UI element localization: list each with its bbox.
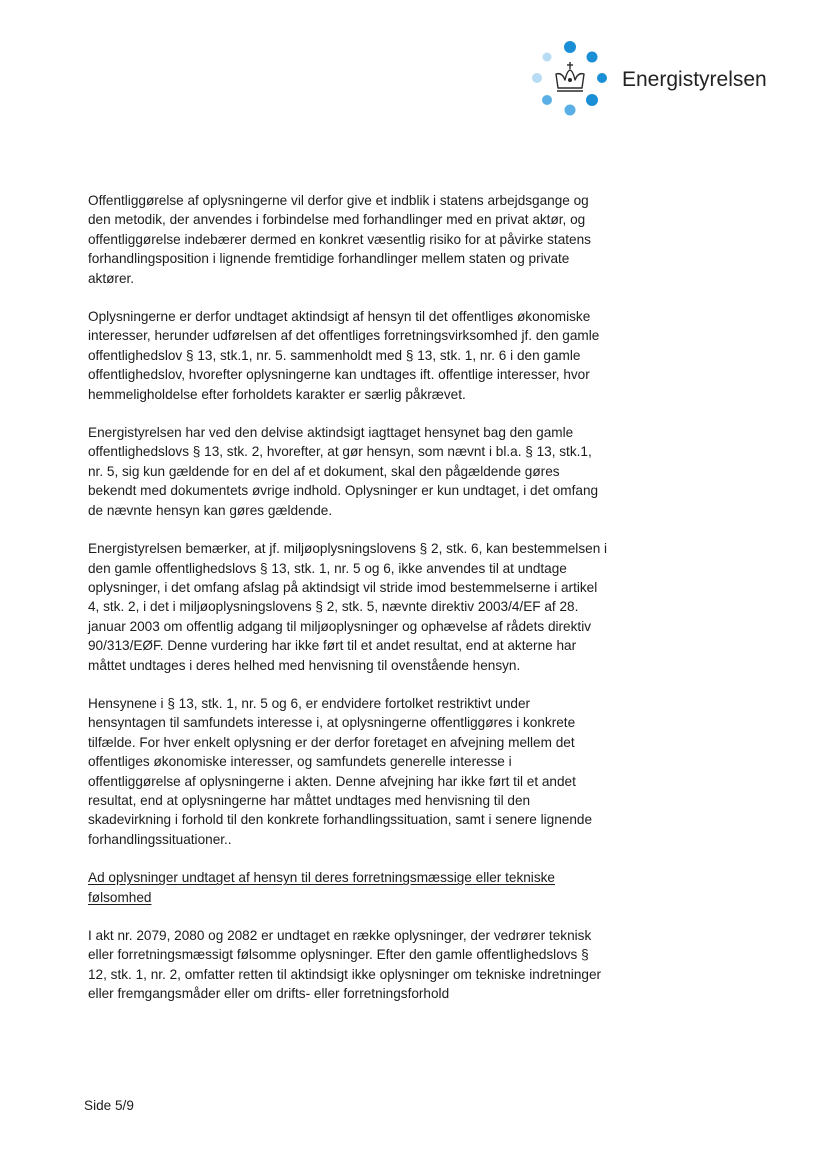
section-heading: Ad oplysninger undtaget af hensyn til deres forretningsmæssige eller tekniske følsomhed	[88, 870, 555, 905]
paragraph: I akt nr. 2079, 2080 og 2082 er undtaget en række oplysninger, der vedrører teknisk eller forretningsmæssigt følsomme oplysninger. Efter den gamle offentlighedslovs § 12, stk. 1, nr. 2, omfatter retten til aktindsigt ikke oplysninger om tekniske indretninger eller fremgangsmåder eller om drifts- eller forretningsforhold	[88, 928, 602, 1002]
logo-dot	[587, 52, 598, 63]
letter-body	[88, 191, 608, 1023]
paragraph: Energistyrelsen bemærker, at jf. miljøoplysningslovens § 2, stk. 6, kan bestemmelsen i den gamle offentlighedslovs § 13, stk. 1, nr. 5 og 6, ikke anvendes til at undtage oplysninger, i det omfang afslag på aktindsigt vil stride imod bestemmelserne i artikel 4, stk. 2, i det i miljøoplysningslovens § 2, stk. 5, nævnte direktiv 2003/4/EF af 28. januar 2003 om offentlig adgang til miljøoplysninger og ophævelse af rådets direktiv 90/313/EØF. Denne vurdering har ikke ført til et andet resultat, end at akterne har måttet undtages i deres helhed med henvisning til ovenstående hensyn.	[88, 541, 608, 673]
paragraph: Hensynene i § 13, stk. 1, nr. 5 og 6, er endvidere fortolket restriktivt under hensyntagen til samfundets interesse i, at oplysningerne offentliggøres i konkrete tilfælde. For hver enkelt oplysning er der derfor foretaget en afvejning mellem det offentliges økonomiske interesser, og samfundets generelle interesse i offentliggørelse af oplysningerne i akten. Denne afvejning har ikke ført til et andet resultat, end at oplysningerne har måttet undtages med henvisning til den skadevirkning i forhold til den konkrete forhandlingssituation, samt i senere lignende forhandlingssituationer..	[88, 695, 593, 847]
logo-dot	[564, 41, 576, 53]
paragraph: Oplysningerne er derfor undtaget aktindsigt af hensyn til det offentliges økonomiske interesser, herunder udførelsen af det offentliges forretningsvirksomhed jf. den gamle offentlighedslov § 13, stk.1, nr. 5. sammenholdt med § 13, stk. 1, nr. 6 i den gamle offentlighedslov, hvorefter oplysningerne kan undtages ift. offentlige interesser, hvor hemmeligholdelse efter forholdets karakter er særlig påkrævet.	[88, 309, 600, 402]
logo	[528, 36, 768, 126]
crown-logo-icon	[528, 36, 614, 122]
paragraph: Energistyrelsen har ved den delvise aktindsigt iagttaget hensynet bag den gamle offentlighedslovs § 13, stk. 2, hvorefter, at gør hensyn, som nævnt i bl.a. § 13, stk.1, nr. 5, sig kun gældende for en del af et dokument, skal den pågældende gøres bekendt med dokumentets øvrige indhold. Oplysninger er kun undtaget, i det omfang de nævnte hensyn kan gøres gældende.	[88, 425, 599, 518]
organization-name: Energistyrelsen	[622, 68, 767, 91]
page-number: Side 5/9	[84, 1098, 134, 1113]
logo-dot	[532, 73, 542, 83]
logo-dot	[565, 105, 576, 116]
logo-dot	[597, 73, 607, 83]
logo-dot	[542, 95, 552, 105]
logo-dot	[543, 53, 552, 62]
paragraph: Offentliggørelse af oplysningerne vil derfor give et indblik i statens arbejdsgange og den metodik, der anvendes i forbindelse med forhandlinger med en privat aktør, og offentliggørelse indebærer dermed en konkret væsentlig risiko for at påvirke statens forhandlingsposition i lignende fremtidige forhandlinger mellem staten og private aktører.	[88, 193, 591, 286]
crown-icon	[556, 62, 584, 91]
logo-dot	[586, 94, 598, 106]
